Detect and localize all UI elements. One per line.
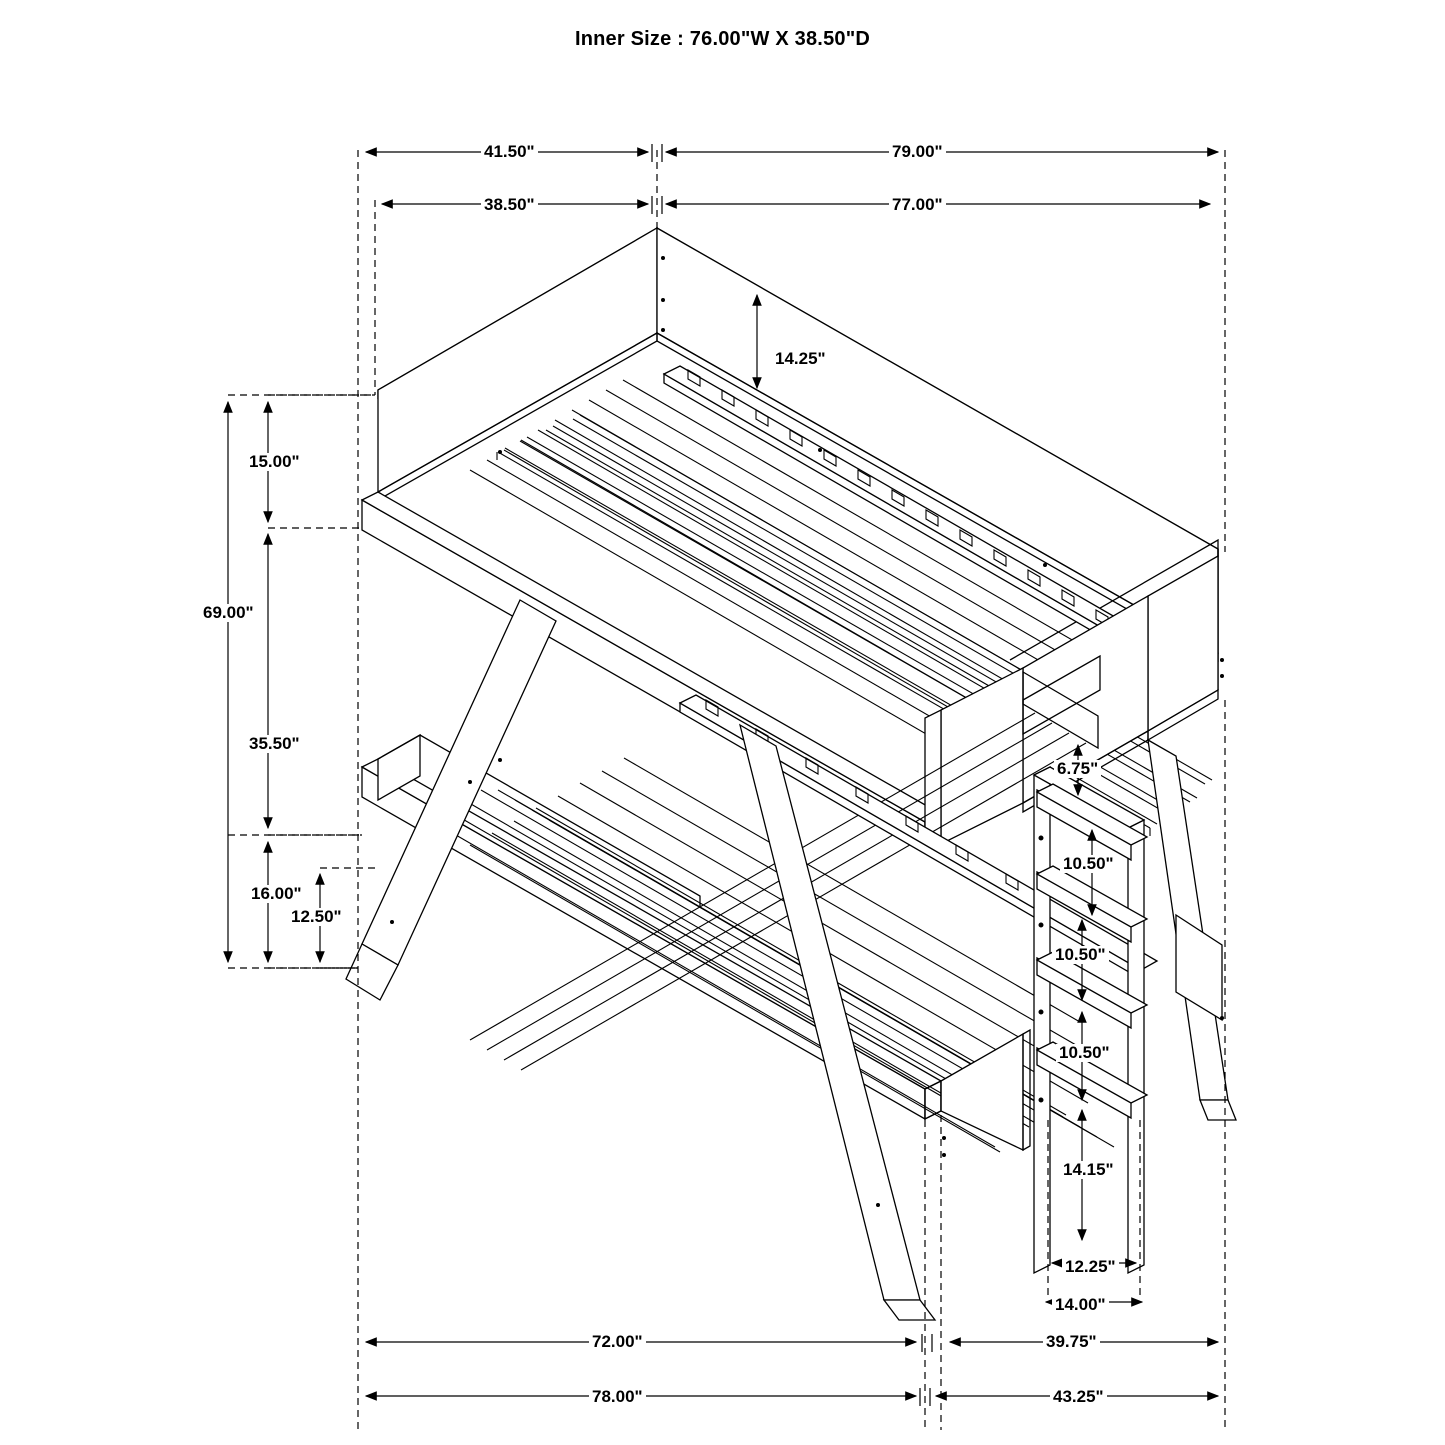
dim-top-left-span: 41.50" — [481, 143, 538, 161]
dim-top-right-span: 79.00" — [889, 143, 946, 161]
dim-lower-deck-height: 12.50" — [288, 908, 345, 926]
dim-ladder-rung-spacing-3: 10.50" — [1056, 1044, 1113, 1062]
dim-second-left-span: 38.50" — [481, 196, 538, 214]
dim-ladder-rung-inner-width: 12.25" — [1062, 1258, 1119, 1276]
dim-ladder-bottom-rung-to-floor: 14.15" — [1060, 1161, 1117, 1179]
dim-overall-height: 69.00" — [200, 604, 257, 622]
dim-upper-guardrail-height: 15.00" — [246, 453, 303, 471]
page-title: Inner Size : 76.00"W X 38.50"D — [574, 28, 871, 50]
dim-upper-bunk-rail-clearance: 14.25" — [772, 350, 829, 368]
dim-lower-rail-height: 16.00" — [248, 885, 305, 903]
dim-bottom-right-span: 39.75" — [1043, 1333, 1100, 1351]
dim-ladder-rung-spacing-1: 10.50" — [1060, 855, 1117, 873]
dim-second-right-span: 77.00" — [889, 196, 946, 214]
dim-footprint-left-span: 78.00" — [589, 1388, 646, 1406]
dim-ladder-top-gap: 6.75" — [1054, 760, 1101, 778]
dim-ladder-rung-spacing-2: 10.50" — [1052, 946, 1109, 964]
dim-upper-bunk-deck-height: 35.50" — [246, 735, 303, 753]
dim-footprint-right-span: 43.25" — [1050, 1388, 1107, 1406]
dim-ladder-outer-width: 14.00" — [1052, 1296, 1109, 1314]
dim-bottom-left-span: 72.00" — [589, 1333, 646, 1351]
bunk-bed-body — [346, 228, 1236, 1320]
